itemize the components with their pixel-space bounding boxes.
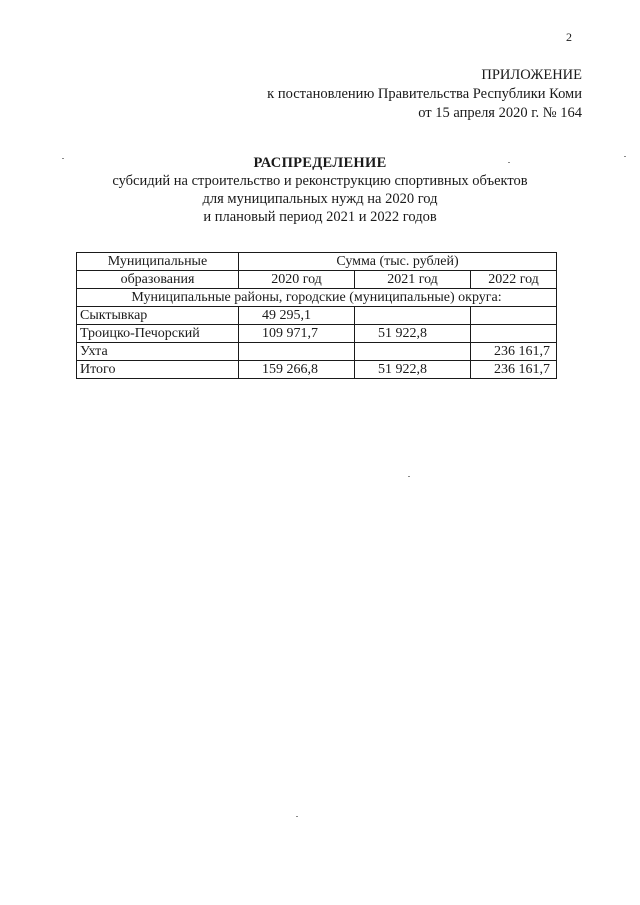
table-header-years-row bbox=[77, 271, 557, 289]
scan-speck bbox=[62, 158, 64, 159]
document-subtitle-line-1: субсидий на строительство и реконструкцию спортивных объектов bbox=[112, 173, 528, 189]
row-value-2020 bbox=[239, 343, 355, 361]
document-subtitle-line-3: и плановый период 2021 и 2022 годов bbox=[203, 209, 437, 225]
scan-speck bbox=[408, 476, 410, 477]
row-value-2021: 51 922,8 bbox=[355, 325, 471, 343]
total-label: Итого bbox=[77, 361, 239, 379]
row-value-2020: 49 295,1 bbox=[239, 307, 355, 325]
appendix-title: ПРИЛОЖЕНИЕ bbox=[481, 67, 582, 83]
document-subtitle-line-2: для муниципальных нужд на 2020 год bbox=[202, 191, 438, 207]
table-header-row bbox=[77, 253, 557, 271]
section-title: Муниципальные районы, городские (муниципальные) округа: bbox=[77, 289, 557, 307]
row-name: Ухта bbox=[77, 343, 239, 361]
header-year-2021: 2021 год bbox=[355, 271, 471, 289]
row-value-2020: 109 971,7 bbox=[239, 325, 355, 343]
scan-speck bbox=[296, 816, 298, 817]
document-title: РАСПРЕДЕЛЕНИЕ bbox=[253, 155, 387, 171]
appendix-block bbox=[267, 66, 582, 123]
table-row bbox=[77, 307, 557, 325]
table-row bbox=[77, 325, 557, 343]
row-value-2021 bbox=[355, 343, 471, 361]
table-row bbox=[77, 343, 557, 361]
header-municipal-top: Муниципальные bbox=[77, 253, 239, 271]
total-value-2020: 159 266,8 bbox=[239, 361, 355, 379]
scan-speck bbox=[624, 156, 626, 157]
appendix-date: от 15 апреля 2020 г. № 164 bbox=[418, 105, 582, 121]
distribution-table bbox=[76, 252, 557, 379]
total-row bbox=[77, 361, 557, 379]
row-name: Троицко-Печорский bbox=[77, 325, 239, 343]
total-value-2021: 51 922,8 bbox=[355, 361, 471, 379]
header-year-2022: 2022 год bbox=[471, 271, 557, 289]
document-heading bbox=[0, 154, 640, 226]
scan-speck bbox=[508, 162, 510, 163]
header-municipal-bottom: образования bbox=[77, 271, 239, 289]
header-sum: Сумма (тыс. рублей) bbox=[239, 253, 557, 271]
row-value-2022 bbox=[471, 307, 557, 325]
section-row bbox=[77, 289, 557, 307]
header-year-2020: 2020 год bbox=[239, 271, 355, 289]
row-name: Сыктывкар bbox=[77, 307, 239, 325]
row-value-2022 bbox=[471, 325, 557, 343]
row-value-2021 bbox=[355, 307, 471, 325]
appendix-decree: к постановлению Правительства Республики Коми bbox=[267, 86, 582, 102]
row-value-2022: 236 161,7 bbox=[471, 343, 557, 361]
total-value-2022: 236 161,7 bbox=[471, 361, 557, 379]
page-number: 2 bbox=[566, 30, 572, 44]
